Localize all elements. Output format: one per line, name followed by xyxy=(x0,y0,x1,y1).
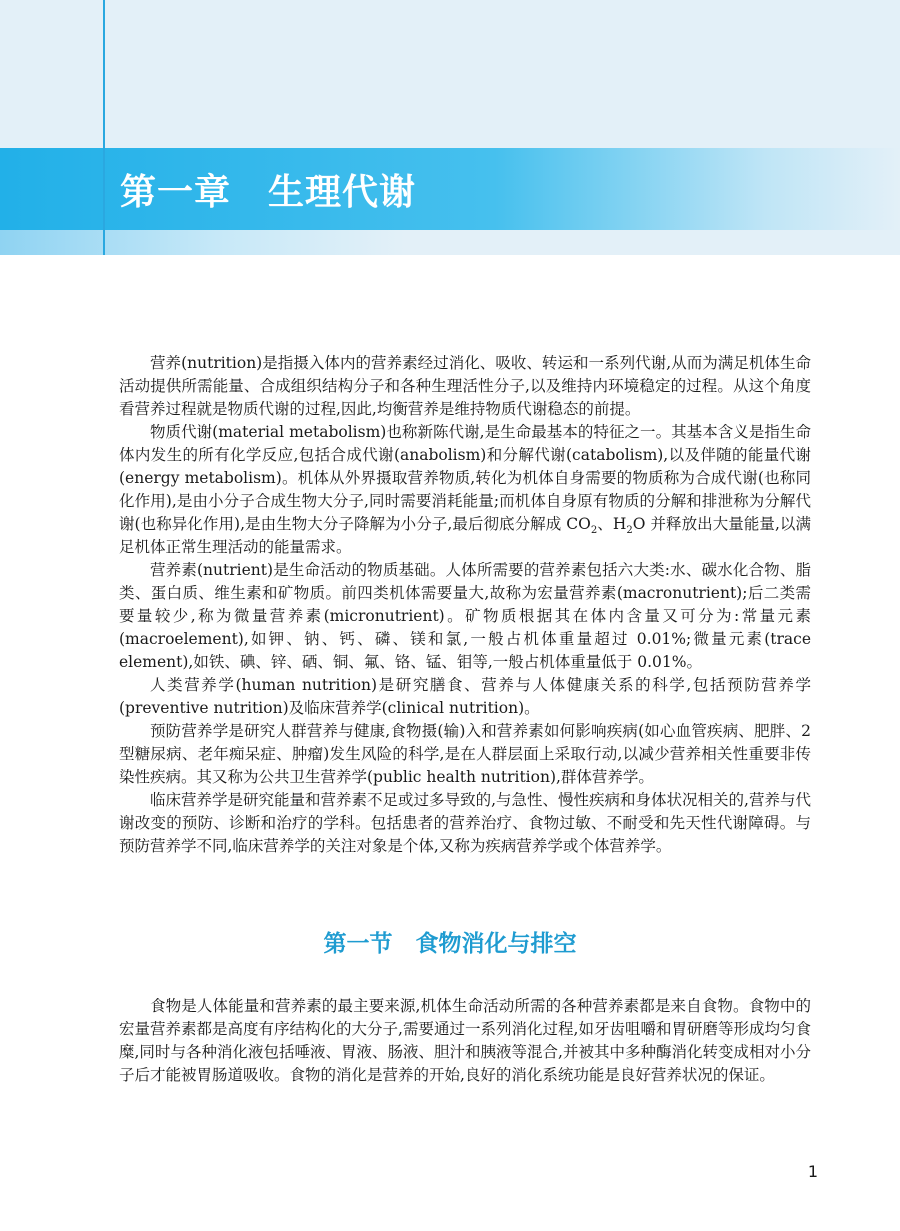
page-number: 1 xyxy=(807,1162,818,1181)
section-body xyxy=(119,995,811,1087)
chapter-intro xyxy=(119,352,811,858)
paragraph-human-nutrition: 人类营养学(human nutrition)是研究膳食、营养与人体健康关系的科学,包括预防营养学(preventive nutrition)及临床营养学(clinical nutrition)。 xyxy=(119,676,811,717)
paragraph-food-digestion: 食物是人体能量和营养素的最主要来源,机体生命活动所需的各种营养素都是来自食物。食物中的宏量营养素都是高度有序结构化的大分子,需要通过一系列消化过程,如牙齿咀嚼和胃研磨等形成均匀食糜,同时与各种消化液包括唾液、胃液、肠液、胆汁和胰液等混合,并被其中多种酶消化转变成相对小分子后才能被胃肠道吸收。食物的消化是营养的开始,良好的消化系统功能是良好营养状况的保证。 xyxy=(119,997,811,1084)
chapter-title: 第一章 生理代谢 xyxy=(120,172,417,213)
paragraph-clinical-nutrition: 临床营养学是研究能量和营养素不足或过多导致的,与急性、慢性疾病和身体状况相关的,营养与代谢改变的预防、诊断和治疗的学科。包括患者的营养治疗、食物过敏、不耐受和先天性代谢障碍。与预防营养学不同,临床营养学的关注对象是个体,又称为疾病营养学或个体营养学。 xyxy=(119,791,811,855)
paragraph-preventive-nutrition: 预防营养学是研究人群营养与健康,食物摄(输)入和营养素如何影响疾病(如心血管疾病、肥胖、2 型糖尿病、老年痴呆症、肿瘤)发生风险的科学,是在人群层面上采取行动,以减少营养相关性重要非传染性疾病。其又称为公共卫生营养学(public health nutrition),群体营养学。 xyxy=(119,722,811,786)
paragraph-nutrition: 营养(nutrition)是指摄入体内的营养素经过消化、吸收、转运和一系列代谢,从而为满足机体生命活动提供所需能量、合成组织结构分子和各种生理活性分子,以及维持内环境稳定的过程。从这个角度看营养过程就是物质代谢的过程,因此,均衡营养是维持物质代谢稳态的前提。 xyxy=(119,354,811,418)
header-vertical-rule xyxy=(103,0,105,255)
paragraph-metabolism: 物质代谢(material metabolism)也称新陈代谢,是生命最基本的特征之一。其基本含义是指生命体内发生的所有化学反应,包括合成代谢(anabolism)和分解代谢(catabolism),以及伴随的能量代谢(energy metabolism)。机体从外界摄取营养物质,转化为机体自身需要的物质称为合成代谢(也称同化作用),是由小分子合成生物大分子,同时需要消耗能量;而机体自身原有物质的分解和排泄称为分解代谢(也称异化作用),是由生物大分子降解为小分子,最后彻底分解成 $CO_2$、$H_2O$ 并释放出大量能量,以满足机体正常生理活动的能量需求。 xyxy=(119,423,811,556)
paragraph-nutrient: 营养素(nutrient)是生命活动的物质基础。人体所需要的营养素包括六大类:水、碳水化合物、脂类、蛋白质、维生素和矿物质。前四类机体需要量大,故称为宏量营养素(macronutrient);后二类需要量较少,称为微量营养素(micronutrient)。矿物质根据其在体内含量又可分为:常量元素(macroelement),如钾、钠、钙、磷、镁和氯,一般占机体重量超过 0.01%;微量元素(trace element),如铁、碘、锌、硒、铜、氟、铬、锰、钼等,一般占机体重量低于 0.01%。 xyxy=(119,561,811,671)
chapter-band-shadow xyxy=(0,230,900,255)
section-title: 第一节 食物消化与排空 xyxy=(323,931,577,957)
